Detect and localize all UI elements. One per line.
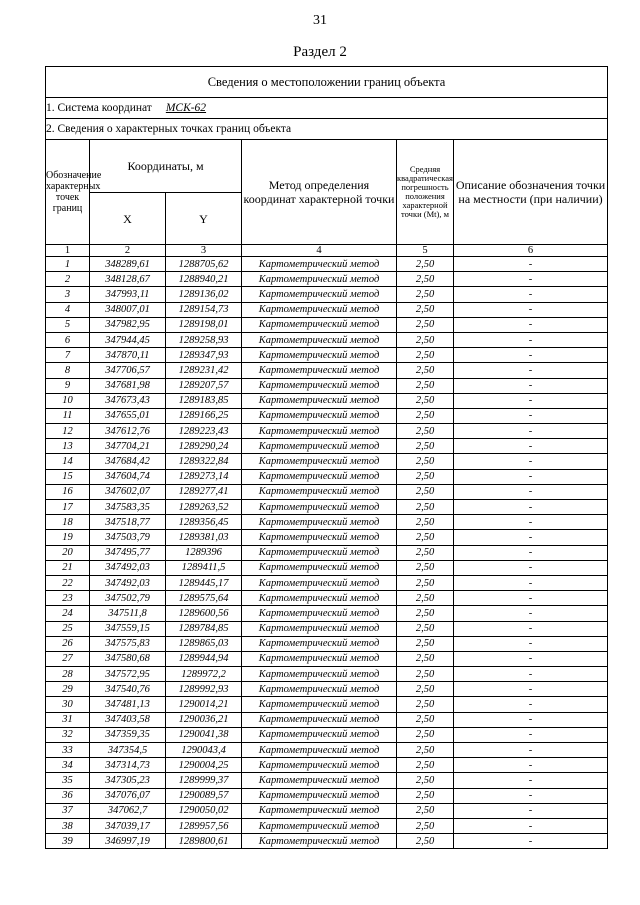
page-number: 31: [313, 13, 327, 28]
table-row: [46, 606, 608, 621]
method-cell: Картометрический метод: [242, 500, 397, 515]
coord-y: 1289944,94: [166, 651, 242, 666]
column-number: 6: [454, 245, 608, 257]
table-row: [46, 484, 608, 499]
point-number: 38: [46, 818, 90, 833]
point-number: 27: [46, 651, 90, 666]
point-number: 2: [46, 272, 90, 287]
table-row: [46, 667, 608, 682]
error-cell: 2,50: [397, 636, 454, 651]
table-row: [46, 651, 608, 666]
description-cell: -: [454, 712, 608, 727]
point-number: 35: [46, 773, 90, 788]
error-cell: 2,50: [397, 287, 454, 302]
point-number: 14: [46, 454, 90, 469]
coord-y: 1288940,21: [166, 272, 242, 287]
description-cell: -: [454, 818, 608, 833]
coord-y: 1289992,93: [166, 682, 242, 697]
coord-x: 347540,76: [90, 682, 166, 697]
description-cell: -: [454, 317, 608, 332]
coord-x: 347039,17: [90, 818, 166, 833]
point-number: 25: [46, 621, 90, 636]
coord-x: 347583,35: [90, 500, 166, 515]
coord-x: 347314,73: [90, 758, 166, 773]
description-cell: -: [454, 560, 608, 575]
method-cell: Картометрический метод: [242, 758, 397, 773]
error-cell: 2,50: [397, 454, 454, 469]
table-row: [46, 408, 608, 423]
table-row: [46, 803, 608, 818]
boundary-points-table: [45, 66, 608, 849]
point-number: 12: [46, 424, 90, 439]
error-cell: 2,50: [397, 803, 454, 818]
error-cell: 2,50: [397, 743, 454, 758]
coord-y: 1289784,85: [166, 621, 242, 636]
method-cell: Картометрический метод: [242, 408, 397, 423]
coord-x: 347492,03: [90, 560, 166, 575]
table-row: [46, 697, 608, 712]
method-cell: Картометрический метод: [242, 545, 397, 560]
point-number: 28: [46, 667, 90, 682]
error-cell: 2,50: [397, 727, 454, 742]
error-cell: 2,50: [397, 606, 454, 621]
table-row: [46, 257, 608, 272]
description-cell: -: [454, 287, 608, 302]
error-cell: 2,50: [397, 469, 454, 484]
coord-x: 347706,57: [90, 363, 166, 378]
coord-x: 347982,95: [90, 317, 166, 332]
error-cell: 2,50: [397, 818, 454, 833]
description-cell: -: [454, 393, 608, 408]
point-number: 30: [46, 697, 90, 712]
description-cell: -: [454, 621, 608, 636]
description-cell: -: [454, 606, 608, 621]
point-number: 22: [46, 575, 90, 590]
description-cell: -: [454, 332, 608, 347]
coordinate-system-label: 1. Система координат: [46, 102, 152, 114]
error-cell: 2,50: [397, 302, 454, 317]
description-cell: -: [454, 348, 608, 363]
header-coordinates: Координаты, м: [90, 140, 242, 193]
coord-x: 347518,77: [90, 515, 166, 530]
method-cell: Картометрический метод: [242, 484, 397, 499]
description-cell: -: [454, 545, 608, 560]
header-description: Описание обозначения точки на местности (при наличии): [454, 140, 608, 245]
error-cell: 2,50: [397, 530, 454, 545]
method-cell: Картометрический метод: [242, 530, 397, 545]
table-row: [46, 560, 608, 575]
error-cell: 2,50: [397, 560, 454, 575]
table-row: [46, 758, 608, 773]
coord-y: 1289381,03: [166, 530, 242, 545]
table-row: [46, 773, 608, 788]
method-cell: Картометрический метод: [242, 439, 397, 454]
error-cell: 2,50: [397, 439, 454, 454]
description-cell: -: [454, 682, 608, 697]
coord-y: 1289600,56: [166, 606, 242, 621]
table-row: [46, 469, 608, 484]
coord-x: 347559,15: [90, 621, 166, 636]
point-number: 1: [46, 257, 90, 272]
error-cell: 2,50: [397, 667, 454, 682]
error-cell: 2,50: [397, 317, 454, 332]
error-cell: 2,50: [397, 500, 454, 515]
description-cell: -: [454, 484, 608, 499]
coord-y: 1289396: [166, 545, 242, 560]
point-number: 16: [46, 484, 90, 499]
error-cell: 2,50: [397, 697, 454, 712]
error-cell: 2,50: [397, 545, 454, 560]
coord-y: 1289865,03: [166, 636, 242, 651]
coord-x: 347612,76: [90, 424, 166, 439]
table-row: [46, 530, 608, 545]
coord-y: 1289166,25: [166, 408, 242, 423]
method-cell: Картометрический метод: [242, 727, 397, 742]
description-cell: -: [454, 439, 608, 454]
coord-y: 1289290,24: [166, 439, 242, 454]
coord-x: 347580,68: [90, 651, 166, 666]
error-cell: 2,50: [397, 651, 454, 666]
description-cell: -: [454, 424, 608, 439]
error-cell: 2,50: [397, 773, 454, 788]
description-cell: -: [454, 803, 608, 818]
description-cell: -: [454, 591, 608, 606]
point-number: 33: [46, 743, 90, 758]
error-cell: 2,50: [397, 621, 454, 636]
coord-y: 1290050,02: [166, 803, 242, 818]
coord-x: 347359,35: [90, 727, 166, 742]
point-number: 15: [46, 469, 90, 484]
error-cell: 2,50: [397, 363, 454, 378]
coord-x: 347076,07: [90, 788, 166, 803]
error-cell: 2,50: [397, 758, 454, 773]
method-cell: Картометрический метод: [242, 317, 397, 332]
point-number: 36: [46, 788, 90, 803]
point-number: 39: [46, 834, 90, 849]
method-cell: Картометрический метод: [242, 287, 397, 302]
table-row: [46, 545, 608, 560]
coord-y: 1289231,42: [166, 363, 242, 378]
coord-x: 346997,19: [90, 834, 166, 849]
description-cell: -: [454, 834, 608, 849]
method-cell: Картометрический метод: [242, 454, 397, 469]
coord-y: 1289999,37: [166, 773, 242, 788]
coord-x: 347354,5: [90, 743, 166, 758]
table-row: [46, 378, 608, 393]
table-row: [46, 727, 608, 742]
method-cell: Картометрический метод: [242, 606, 397, 621]
point-number: 3: [46, 287, 90, 302]
coord-x: 347495,77: [90, 545, 166, 560]
method-cell: Картометрический метод: [242, 272, 397, 287]
table-title: Сведения о местоположении границ объекта: [46, 67, 608, 98]
method-cell: Картометрический метод: [242, 424, 397, 439]
point-number: 6: [46, 332, 90, 347]
coord-x: 348007,01: [90, 302, 166, 317]
coord-x: 347502,79: [90, 591, 166, 606]
description-cell: -: [454, 758, 608, 773]
description-cell: -: [454, 636, 608, 651]
column-number: 4: [242, 245, 397, 257]
header-error: Средняя квадратическая погрешность положения характерной точки (Mt), м: [397, 140, 454, 245]
description-cell: -: [454, 302, 608, 317]
coord-x: 347403,58: [90, 712, 166, 727]
table-row: [46, 302, 608, 317]
coord-x: 348289,61: [90, 257, 166, 272]
coord-y: 1289207,57: [166, 378, 242, 393]
coord-x: 347602,07: [90, 484, 166, 499]
table-row: [46, 712, 608, 727]
coord-y: 1290014,21: [166, 697, 242, 712]
coord-x: 348128,67: [90, 272, 166, 287]
description-cell: -: [454, 469, 608, 484]
error-cell: 2,50: [397, 575, 454, 590]
point-number: 26: [46, 636, 90, 651]
method-cell: Картометрический метод: [242, 575, 397, 590]
error-cell: 2,50: [397, 515, 454, 530]
description-cell: -: [454, 651, 608, 666]
table-row: [46, 575, 608, 590]
description-cell: -: [454, 500, 608, 515]
coord-x: 347704,21: [90, 439, 166, 454]
table-row: [46, 317, 608, 332]
point-number: 11: [46, 408, 90, 423]
coord-y: 1289972,2: [166, 667, 242, 682]
column-number: 2: [90, 245, 166, 257]
method-cell: Картометрический метод: [242, 667, 397, 682]
description-cell: -: [454, 667, 608, 682]
point-number: 8: [46, 363, 90, 378]
point-number: 21: [46, 560, 90, 575]
header-x: X: [90, 193, 166, 245]
column-number-row: [46, 245, 608, 257]
coord-y: 1289223,43: [166, 424, 242, 439]
description-cell: -: [454, 743, 608, 758]
method-cell: Картометрический метод: [242, 363, 397, 378]
coord-y: 1289445,17: [166, 575, 242, 590]
method-cell: Картометрический метод: [242, 560, 397, 575]
method-cell: Картометрический метод: [242, 743, 397, 758]
error-cell: 2,50: [397, 272, 454, 287]
point-number: 29: [46, 682, 90, 697]
coord-y: 1288705,62: [166, 257, 242, 272]
table-row: [46, 788, 608, 803]
description-cell: -: [454, 788, 608, 803]
coord-y: 1289258,93: [166, 332, 242, 347]
table-row: [46, 636, 608, 651]
coord-x: 347655,01: [90, 408, 166, 423]
table-row: [46, 515, 608, 530]
table-row: [46, 591, 608, 606]
coord-y: 1289800,61: [166, 834, 242, 849]
table-row: [46, 743, 608, 758]
error-cell: 2,50: [397, 378, 454, 393]
coord-x: 347673,43: [90, 393, 166, 408]
coord-y: 1289322,84: [166, 454, 242, 469]
point-number: 7: [46, 348, 90, 363]
table-row: [46, 393, 608, 408]
description-cell: -: [454, 697, 608, 712]
table-row: [46, 682, 608, 697]
method-cell: Картометрический метод: [242, 803, 397, 818]
section-title: Раздел 2: [293, 44, 347, 60]
column-number: 3: [166, 245, 242, 257]
coord-y: 1289277,41: [166, 484, 242, 499]
point-number: 37: [46, 803, 90, 818]
table-row: [46, 424, 608, 439]
error-cell: 2,50: [397, 834, 454, 849]
point-number: 24: [46, 606, 90, 621]
method-cell: Картометрический метод: [242, 682, 397, 697]
method-cell: Картометрический метод: [242, 818, 397, 833]
method-cell: Картометрический метод: [242, 393, 397, 408]
method-cell: Картометрический метод: [242, 834, 397, 849]
point-number: 5: [46, 317, 90, 332]
error-cell: 2,50: [397, 393, 454, 408]
method-cell: Картометрический метод: [242, 621, 397, 636]
coord-x: 347572,95: [90, 667, 166, 682]
points-caption: 2. Сведения о характерных точках границ объекта: [46, 119, 608, 140]
description-cell: -: [454, 575, 608, 590]
error-cell: 2,50: [397, 408, 454, 423]
error-cell: 2,50: [397, 682, 454, 697]
coordinate-system-value: МСК-62: [165, 102, 207, 114]
coord-y: 1290041,38: [166, 727, 242, 742]
coord-x: 347944,45: [90, 332, 166, 347]
table-row: [46, 348, 608, 363]
description-cell: -: [454, 363, 608, 378]
coord-x: 347993,11: [90, 287, 166, 302]
method-cell: Картометрический метод: [242, 591, 397, 606]
coord-y: 1289154,73: [166, 302, 242, 317]
method-cell: Картометрический метод: [242, 469, 397, 484]
point-number: 32: [46, 727, 90, 742]
point-number: 18: [46, 515, 90, 530]
coord-x: 347511,8: [90, 606, 166, 621]
description-cell: -: [454, 378, 608, 393]
coord-y: 1289263,52: [166, 500, 242, 515]
header-y: Y: [166, 193, 242, 245]
description-cell: -: [454, 408, 608, 423]
point-number: 23: [46, 591, 90, 606]
point-number: 10: [46, 393, 90, 408]
description-cell: -: [454, 773, 608, 788]
method-cell: Картометрический метод: [242, 636, 397, 651]
coord-x: 347681,98: [90, 378, 166, 393]
coord-x: 347503,79: [90, 530, 166, 545]
coord-y: 1290036,21: [166, 712, 242, 727]
method-cell: Картометрический метод: [242, 773, 397, 788]
table-row: [46, 363, 608, 378]
description-cell: -: [454, 515, 608, 530]
table-row: [46, 500, 608, 515]
coord-y: 1289273,14: [166, 469, 242, 484]
table-row: [46, 439, 608, 454]
coord-y: 1289411,5: [166, 560, 242, 575]
coord-y: 1289347,93: [166, 348, 242, 363]
point-number: 13: [46, 439, 90, 454]
coord-y: 1289183,85: [166, 393, 242, 408]
point-number: 17: [46, 500, 90, 515]
method-cell: Картометрический метод: [242, 515, 397, 530]
description-cell: -: [454, 257, 608, 272]
point-number: 34: [46, 758, 90, 773]
point-number: 9: [46, 378, 90, 393]
coord-y: 1290043,4: [166, 743, 242, 758]
coord-y: 1289198,01: [166, 317, 242, 332]
coord-y: 1290004,25: [166, 758, 242, 773]
coord-x: 347481,13: [90, 697, 166, 712]
table-row: [46, 621, 608, 636]
coord-y: 1289356,45: [166, 515, 242, 530]
error-cell: 2,50: [397, 788, 454, 803]
method-cell: Картометрический метод: [242, 332, 397, 347]
point-number: 31: [46, 712, 90, 727]
column-number: 1: [46, 245, 90, 257]
method-cell: Картометрический метод: [242, 697, 397, 712]
description-cell: -: [454, 727, 608, 742]
table-row: [46, 834, 608, 849]
method-cell: Картометрический метод: [242, 378, 397, 393]
description-cell: -: [454, 454, 608, 469]
method-cell: Картометрический метод: [242, 257, 397, 272]
error-cell: 2,50: [397, 591, 454, 606]
coord-y: 1290089,57: [166, 788, 242, 803]
table-row: [46, 454, 608, 469]
point-number: 4: [46, 302, 90, 317]
method-cell: Картометрический метод: [242, 712, 397, 727]
point-number: 19: [46, 530, 90, 545]
header-point-designation: Обозначение характерных точек границ: [46, 140, 90, 245]
error-cell: 2,50: [397, 348, 454, 363]
error-cell: 2,50: [397, 257, 454, 272]
method-cell: Картометрический метод: [242, 651, 397, 666]
coord-x: 347684,42: [90, 454, 166, 469]
table-row: [46, 287, 608, 302]
error-cell: 2,50: [397, 332, 454, 347]
coordinate-system-row: [46, 98, 608, 119]
column-number: 5: [397, 245, 454, 257]
coord-x: 347604,74: [90, 469, 166, 484]
coord-y: 1289136,02: [166, 287, 242, 302]
description-cell: -: [454, 272, 608, 287]
coord-x: 347062,7: [90, 803, 166, 818]
description-cell: -: [454, 530, 608, 545]
coord-x: 347575,83: [90, 636, 166, 651]
method-cell: Картометрический метод: [242, 302, 397, 317]
error-cell: 2,50: [397, 484, 454, 499]
coord-y: 1289575,64: [166, 591, 242, 606]
table-row: [46, 332, 608, 347]
method-cell: Картометрический метод: [242, 348, 397, 363]
method-cell: Картометрический метод: [242, 788, 397, 803]
error-cell: 2,50: [397, 424, 454, 439]
coord-x: 347305,23: [90, 773, 166, 788]
coord-x: 347492,03: [90, 575, 166, 590]
error-cell: 2,50: [397, 712, 454, 727]
point-number: 20: [46, 545, 90, 560]
coord-x: 347870,11: [90, 348, 166, 363]
header-method: Метод определения координат характерной точки: [242, 140, 397, 245]
table-row: [46, 272, 608, 287]
table-row: [46, 818, 608, 833]
coord-y: 1289957,56: [166, 818, 242, 833]
